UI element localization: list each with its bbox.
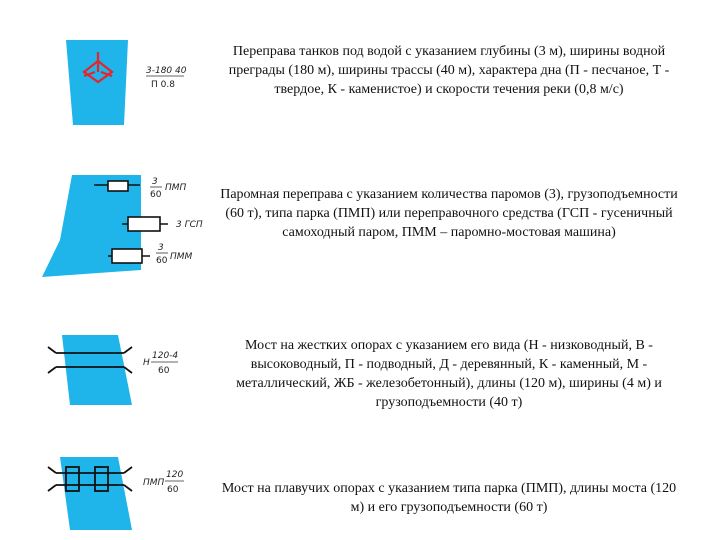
tank-crossing-description: Переправа танков под водой с указанием глубины (3 м), ширины водной преграды (180 м), ширины трассы (40 м), характера дна (П - песчаное, Т - твердое, К - каменистое) и скорости течения реки (0,8 м/с) (228, 44, 670, 97)
rigid-bridge-capacity: 60 (158, 366, 170, 376)
floating-bridge-description: Мост на плавучих опорах с указанием типа парка (ПМП), длины моста (120 м) и его грузоподъемности (60 т) (221, 481, 677, 515)
floating-bridge-capacity: 60 (167, 485, 179, 495)
legend-row-tank-crossing (0, 0, 720, 135)
ferry-icon-3 (108, 249, 150, 263)
legend-row-rigid-bridge (0, 325, 720, 420)
ferry-1-count: 3 (152, 177, 158, 187)
ferry-crossing-symbol (0, 170, 214, 280)
ferry-1-capacity: 60 (150, 190, 162, 200)
floating-bridge-symbol (0, 452, 214, 537)
water-area (62, 335, 132, 405)
ferry-icon-2 (122, 217, 168, 231)
rigid-bridge-description: Мост на жестких опорах с указанием его вида (Н - низководный, В - высоководный, П - подводный, Д - деревянный, К - каменный, М - металлический, ЖБ - железобетонный), длины (120 м), ширины (4 м) и грузоподъемности (40 т) (236, 338, 662, 410)
floating-bridge-type: ПМП (143, 478, 165, 488)
tank-crossing-symbol (0, 0, 214, 135)
ferry-3-type: ПММ (170, 252, 193, 262)
legend-row-ferry-crossing (0, 170, 720, 280)
rigid-bridge-symbol (0, 325, 214, 420)
ferry-3-capacity: 60 (156, 256, 168, 266)
ferry-2-label: 3 ГСП (176, 220, 203, 230)
tank-crossing-label-top: 3-180 40 (146, 66, 187, 76)
rigid-bridge-type: Н (143, 358, 150, 368)
floating-bridge-length: 120 (166, 470, 184, 480)
ferry-1-type: ПМП (165, 183, 187, 193)
ferry-crossing-description: Паромная переправа с указанием количества паромов (3), грузоподъемности (60 т), типа парка (ПМП) или переправочного средства (ГСП - гусеничный самоходный паром, ПММ – паромно-мостовая машина) (220, 187, 678, 240)
legend-row-floating-bridge (0, 452, 720, 537)
tank-crossing-label-bottom: П 0.8 (151, 80, 175, 90)
water-area (60, 457, 132, 530)
rigid-bridge-dimensions: 120-4 (152, 351, 179, 361)
ferry-3-count: 3 (158, 243, 164, 253)
